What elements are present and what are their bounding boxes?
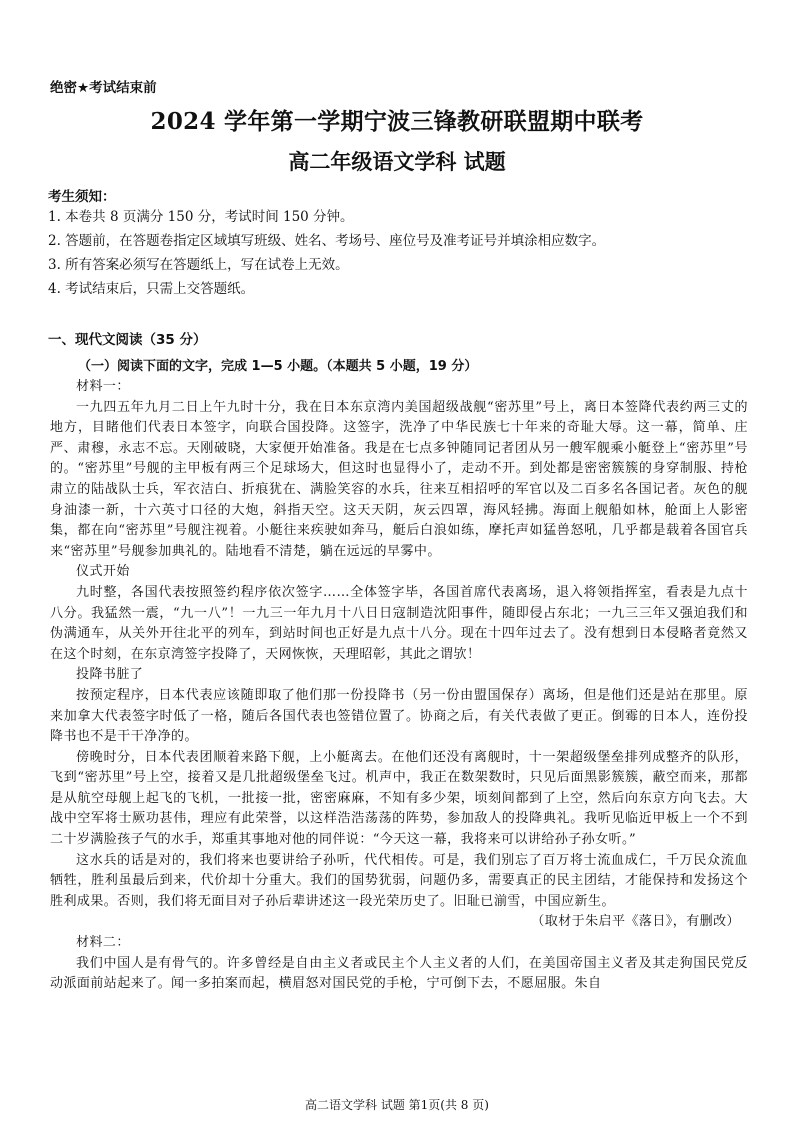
section-title: 一、现代文阅读（35 分）: [48, 332, 207, 348]
source-citation: （取材于朱启平《落日》，有删改）: [531, 914, 740, 930]
subheading: 仪式开始: [76, 564, 130, 580]
exam-title: 2024 学年第一学期宁波三锋教研联盟期中联考: [150, 108, 644, 135]
page-footer: 高二语文学科 试题 第1页(共 8 页): [305, 1098, 489, 1112]
notice-item: 3. 所有答案必须写在答题纸上，写在试卷上无效。: [48, 257, 349, 273]
paragraph: 这水兵的话是对的，我们将来也要讲给子孙听，代代相传。可是，我们别忘了百万将士流血成仁，千万民众流血牺牲，胜利虽最后到来，代价却十分重大。我们的国势犹弱，问题仍多，需要真正的民主团结，才能保持和发扬这个胜利成果。否则，我们将无面目对子孙后辈讲述这一段光荣历史了。旧耻已湔雪，中国应新生。: [50, 852, 748, 909]
reading-passage: [50, 377, 748, 995]
subheading: 投降书脏了: [76, 667, 144, 683]
notice-item: 1. 本卷共 8 页满分 150 分，考试时间 150 分钟。: [48, 209, 354, 225]
notice-item: 4. 考试结束后，只需上交答题纸。: [48, 281, 255, 297]
material-label: 材料二：: [76, 935, 130, 951]
notice-item: 2. 答题前，在答题卷指定区域填写班级、姓名、考场号、座位号及准考证号并填涂相应数字。: [48, 233, 606, 249]
subsection-title: （一）阅读下面的文字，完成 1—5 小题。（本题共 5 小题，19 分）: [78, 359, 478, 374]
paragraph: 一九四五年九月二日上午九时十分，我在日本东京湾内美国超级战舰“密苏里”号上，离日本签降代表约两三丈的地方，目睹他们代表日本签字，向联合国投降。这签字，洗净了中华民族七十年来的奇耻大辱。这一幕，简单、庄严、肃穆，永志不忘。天刚破晓，大家便开始准备。我是在七点多钟随同记者团从另一艘军舰乘小艇登上“密苏里”号的。“密苏里”号舰的主甲板有两三个足球场大，但这时也显得小了，走动不开。到处都是密密簇簇的身穿制服、持枪肃立的陆战队士兵，军衣洁白、折痕犹在、满脸笑容的水兵，往来互相招呼的军官以及二百多名各国记者。灰色的舰身油漆一新，十六英寸口径的大炮，斜指天空。这天天阴，灰云四罩，海风轻拂。海面上舰船如林，舱面上人影密集，都在向“密苏里”号舰注视着。小艇往来疾驶如奔马，艇后白浪如练，摩托声如猛兽怒吼，几乎都是载着各国官兵来“密苏里”号舰参加典礼的。陆地看不清楚，躺在远远的早雾中。: [50, 399, 748, 559]
notice-list: [48, 205, 758, 301]
material-label: 材料一：: [76, 379, 130, 394]
confidential-label: 绝密★考试结束前: [50, 80, 157, 96]
paragraph: 我们中国人是有骨气的。许多曾经是自由主义者或民主个人主义者的人们，在美国帝国主义者及其走狗国民党反动派面前站起来了。闻一多拍案而起，横眉怒对国民党的手枪，宁可倒下去，不愿屈服。朱自: [50, 955, 748, 992]
notice-heading: 考生须知：: [48, 189, 116, 205]
paragraph: 傍晚时分，日本代表团顺着来路下舰，上小艇离去。在他们还没有离舰时，十一架超级堡垒排列成整齐的队形，飞到“密苏里”号上空，接着又是几批超级堡垒飞过。机声中，我正在数架数时，只见后面黑影簇簇，蔽空而来，那都是从航空母舰上起飞的飞机，一批接一批，密密麻麻，不知有多少架，顷刻间都到了上空，然后向东京方向飞去。大战中空军将士厥功甚伟，理应有此荣誉，以这样浩浩荡荡的阵势，参加敌人的投降典礼。我听见临近甲板上一个不到二十岁满脸孩子气的水手，郑重其事地对他的同伴说：“今天这一幕，我将来可以讲给孙子孙女听。”: [50, 749, 748, 848]
exam-subtitle: 高二年级语文学科 试题: [288, 149, 506, 174]
paragraph: 九时整，各国代表按照签约程序依次签字……全体签字毕，各国首席代表离场，退入将领指挥室，看表是九点十八分。我猛然一震，“九一八”！一九三一年九月十八日日寇制造沈阳事件，随即侵占东北；一九三三年又强迫我们和伪满通车，从关外开往北平的列车，到站时间也正好是九点十八分。现在十四年过去了。没有想到日本侵略者竟然又在这个时刻，在东京湾签字投降了，天网恢恢，天理昭彰，其此之谓欤！: [50, 584, 748, 662]
paragraph: 按预定程序，日本代表应该随即取了他们那一份投降书（另一份由盟国保存）离场，但是他们还是站在那里。原来加拿大代表签字时低了一格，随后各国代表也签错位置了。协商之后，有关代表做了更正。倒霉的日本人，连份投降书也不是干干净净的。: [50, 687, 748, 745]
